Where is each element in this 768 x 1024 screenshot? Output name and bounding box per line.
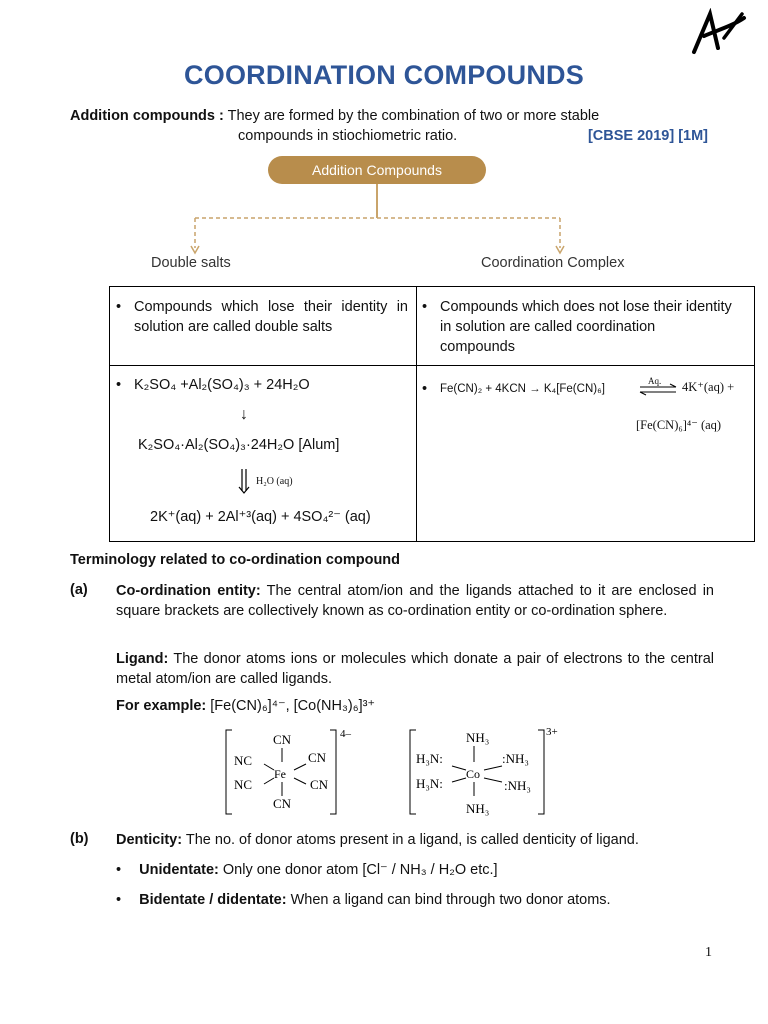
intro-line1: They are formed by the combination of two or more stable — [227, 108, 600, 124]
flowchart-left: Double salts — [151, 255, 231, 271]
cell-double-salt-example — [116, 375, 412, 535]
cell-coordination-definition: • Compounds which does not lose their identity in solution are called coordination compounds — [422, 299, 732, 355]
fe-ligand-lower-left: NC — [234, 777, 253, 792]
example-line: For example: [Fe(CN)₆]⁴⁻, [Co(NH₃)₆]³⁺ — [116, 698, 376, 714]
co-ligand-bottom: NH₃ — [466, 801, 490, 816]
intro-label: Addition compounds : — [70, 108, 224, 124]
fe-charge: 4– — [340, 728, 351, 740]
page-number: 1 — [705, 945, 712, 960]
alum-reactants: K₂SO₄ +Al₂(SO₄)₃ + 24H₂O — [134, 377, 310, 393]
co-ligand-upper-right: :NH₃ — [502, 751, 529, 766]
terminology-heading: Terminology related to co-ordination compound — [70, 552, 401, 568]
fe-center: Fe — [274, 767, 286, 781]
citation: [CBSE 2019] [1M] — [587, 128, 708, 144]
ferrocyanide-structure — [222, 726, 362, 818]
flowchart-lines — [0, 180, 768, 260]
brand-logo — [688, 8, 748, 58]
bullet-icon: • — [116, 892, 122, 908]
dissociation-condition: H₂O (aq) — [256, 476, 293, 487]
coordination-entity-definition: Co-ordination entity: The central atom/ion and the ligands attached to it are enclosed in square brackets are collectively known as co-ordination entity or co-ordination sphere. — [116, 583, 714, 619]
cobalt-ammine-structure — [404, 726, 570, 818]
alum-formula: K₂SO₄·Al₂(SO₄)₃·24H₂O [Alum] — [138, 437, 340, 453]
ferrocyanide-ion-product: [Fe(CN)₆]⁴⁻ (aq) — [636, 418, 722, 432]
bullet-icon: • — [422, 299, 428, 315]
table-divider-vertical — [416, 287, 417, 541]
item-b-label: (b) — [70, 831, 89, 847]
bullet-icon: • — [116, 299, 122, 315]
fe-ligand-bottom: CN — [273, 796, 292, 811]
ligand-definition: Ligand: The donor atoms ions or molecules which donate a pair of electrons to the central metal atom/ion are called ligands. — [116, 651, 714, 687]
item-a-label: (a) — [70, 582, 88, 598]
page-title: COORDINATION COMPOUNDS — [184, 60, 584, 90]
fe-ligand-top: CN — [273, 732, 292, 747]
comparison-table — [109, 286, 755, 542]
co-center: Co — [466, 767, 481, 781]
co-ligand-lower-left: H₃N: — [416, 776, 443, 791]
flowchart-right: Coordination Complex — [481, 255, 625, 271]
co-ligand-lower-right: :NH₃ — [504, 778, 531, 793]
dissociation-arrow-icon — [234, 467, 254, 495]
bullet-icon: • — [116, 377, 122, 393]
table-divider-horizontal — [110, 365, 754, 366]
cell-double-salt-definition: • Compounds which lose their identity in solution are called double salts — [116, 299, 408, 335]
potassium-product: 4K⁺(aq) + — [682, 380, 735, 394]
co-ligand-top: NH₃ — [466, 730, 490, 745]
fe-ligand-upper-left: NC — [234, 753, 253, 768]
down-arrow-icon: ↓ — [240, 406, 248, 423]
ferrocyanide-reaction: Fe(CN)₂ + 4KCN → K₄[Fe(CN)₆] — [440, 383, 605, 395]
fe-ligand-upper-right: CN — [308, 750, 327, 765]
alum-products: 2K⁺(aq) + 2Al⁺³(aq) + 4SO₄²⁻ (aq) — [150, 509, 371, 525]
reaction-condition: Aq. — [648, 376, 662, 386]
denticity-definition: Denticity: The no. of donor atoms present in a ligand, is called denticity of ligand. — [116, 832, 639, 848]
equilibrium-arrow-icon — [638, 383, 678, 397]
co-charge: 3+ — [546, 726, 558, 738]
intro-line2: compounds in stiochiometric ratio. — [238, 128, 458, 144]
co-ligand-upper-left: H₃N: — [416, 751, 443, 766]
fe-ligand-lower-right: CN — [310, 777, 329, 792]
bullet-icon: • — [422, 381, 428, 397]
bullet-icon: • — [116, 862, 122, 878]
flowchart-root: Addition Compounds — [268, 156, 486, 184]
bidentate-item: • Bidentate / didentate: When a ligand can bind through two donor atoms. — [116, 892, 611, 908]
unidentate-item: • Unidentate: Only one donor atom [Cl⁻ / NH₃ / H₂O etc.] — [116, 862, 498, 878]
cell-coordination-example — [422, 376, 752, 449]
intro-definition — [70, 106, 720, 146]
